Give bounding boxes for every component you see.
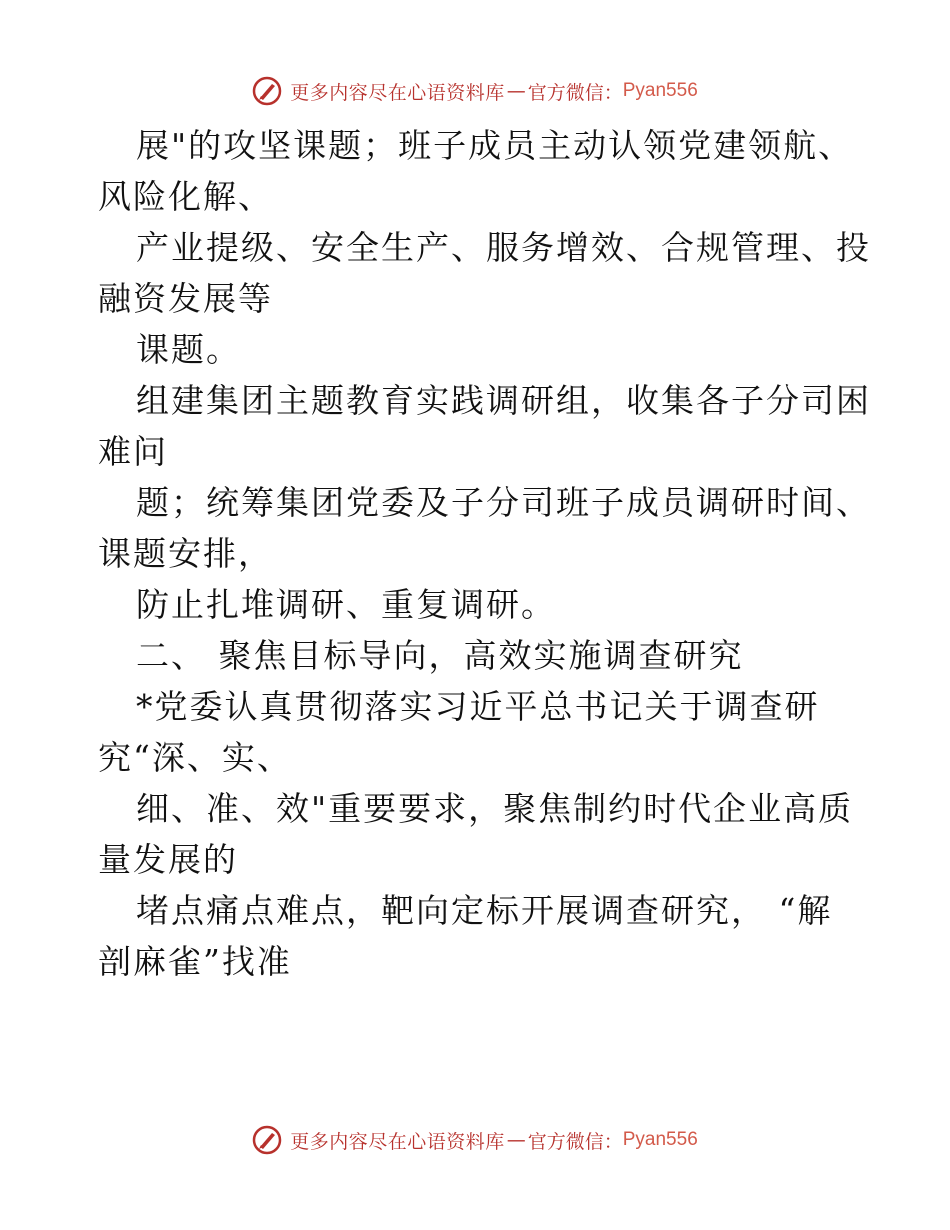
text-line: 细、准、效"重要要求，聚焦制约时代企业高质 <box>136 789 854 828</box>
section-heading: 二、 聚焦目标导向，高效实施调查研究 <box>136 636 744 675</box>
text-line: 防止扎堆调研、重复调研。 <box>136 585 556 624</box>
text-line: 堵点痛点难点，靶向定标开展调查研究， “解 <box>136 891 833 930</box>
text-line: 课题。 <box>136 330 241 369</box>
banner-wechat-id: Pyan556 <box>622 80 698 101</box>
quill-pen-logo-icon <box>252 1125 282 1155</box>
text-line: 课题安排， <box>98 534 273 573</box>
document-body <box>98 120 878 987</box>
text-line: 展"的攻坚课题；班子成员主动认领党建领航、 <box>136 126 854 165</box>
banner-wechat-id: Pyan556 <box>622 1129 698 1150</box>
text-line: *党委认真贯彻落实习近平总书记关于调查研 <box>136 687 820 726</box>
banner-wechat-label: 官方微信： <box>527 1130 623 1153</box>
text-line: 难问 <box>98 432 168 471</box>
banner-separator: — <box>506 1129 526 1151</box>
text-line: 风险化解、 <box>98 177 273 216</box>
header-banner <box>0 71 950 111</box>
quill-pen-logo-icon <box>252 76 282 106</box>
text-line: 题；统筹集团党委及子分司班子成员调研时间、 <box>136 483 871 522</box>
text-line: 剖麻雀”找准 <box>98 942 292 981</box>
text-line: 融资发展等 <box>98 279 273 318</box>
text-line: 量发展的 <box>98 840 238 879</box>
banner-text: 更多内容尽在心语资料库 <box>290 81 505 104</box>
text-line: 组建集团主题教育实践调研组，收集各子分司困 <box>136 381 871 420</box>
banner-text: 更多内容尽在心语资料库 <box>290 1130 505 1153</box>
footer-banner <box>0 1120 950 1160</box>
banner-wechat-label: 官方微信： <box>527 81 623 104</box>
text-line: 究“深、实、 <box>98 738 292 777</box>
banner-separator: — <box>506 80 526 102</box>
text-line: 产业提级、安全生产、服务增效、合规管理、投 <box>136 228 871 267</box>
